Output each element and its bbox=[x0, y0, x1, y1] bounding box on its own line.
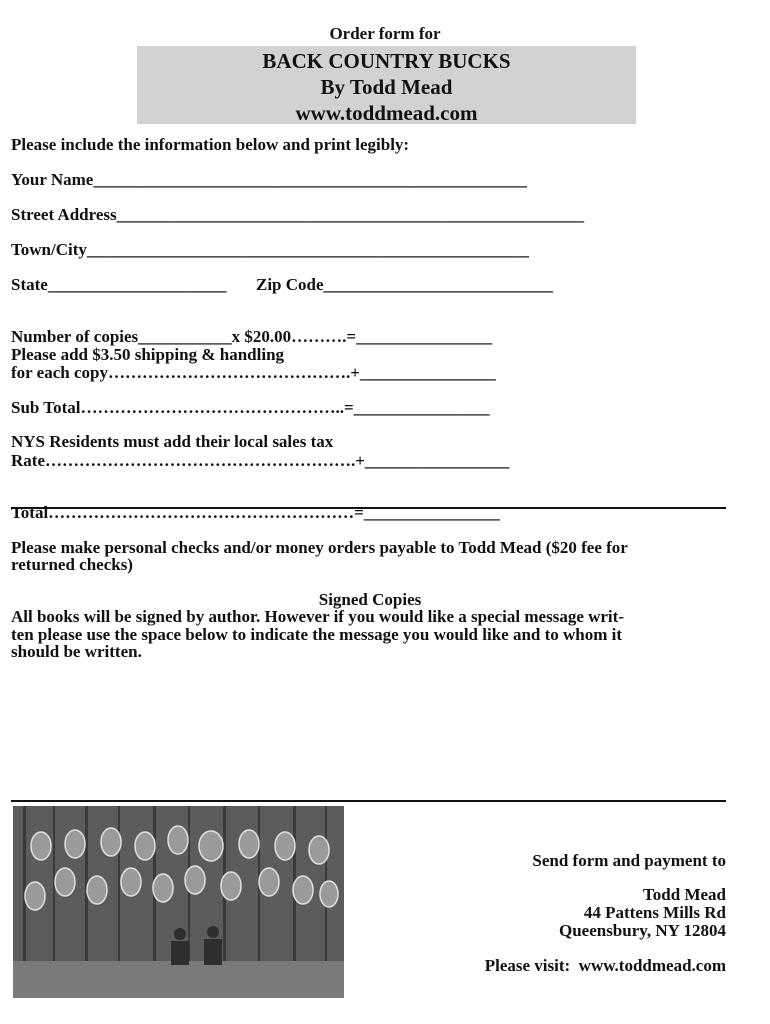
payment-note-1: Please make personal checks and/or money orders payable to Todd Mead ($20 fee for bbox=[11, 538, 628, 557]
photo-illustration bbox=[13, 806, 344, 998]
copies-line[interactable]: Number of copies___________x $20.00……….=________________ bbox=[11, 327, 493, 346]
tax-line-1: NYS Residents must add their local sales tax bbox=[11, 432, 334, 451]
mail-name: Todd Mead bbox=[643, 885, 726, 904]
website-header: www.toddmead.com bbox=[295, 101, 478, 125]
signed-line-1: All books will be signed by author. However if you would like a special message writ- bbox=[11, 607, 624, 626]
name-field[interactable]: Your Name___________________________________________________ bbox=[11, 170, 527, 189]
signed-heading: Signed Copies bbox=[318, 590, 422, 609]
mail-city: Queensbury, NY 12804 bbox=[558, 921, 726, 940]
send-to: Send form and payment to bbox=[532, 851, 726, 870]
subtotal-line[interactable]: Sub Total………………………………………..=________________ bbox=[11, 398, 490, 417]
order-form-for: Order form for bbox=[329, 24, 441, 43]
payment-note-2: returned checks) bbox=[11, 555, 133, 574]
town-field[interactable]: Town/City____________________________________________________ bbox=[11, 240, 529, 259]
zip-field[interactable]: Zip Code___________________________ bbox=[256, 275, 554, 294]
author-line: By Todd Mead bbox=[320, 75, 453, 99]
mail-street: 44 Pattens Mills Rd bbox=[583, 903, 726, 922]
deer-mounts-photo bbox=[13, 806, 344, 998]
title-box bbox=[137, 46, 636, 124]
street-field[interactable]: Street Address_______________________________________________________ bbox=[11, 205, 585, 224]
signed-line-3: should be written. bbox=[11, 642, 142, 661]
instructions: Please include the information below and print legibly: bbox=[11, 135, 410, 154]
message-rule bbox=[11, 800, 726, 802]
shipping-line-2[interactable]: for each copy…………………………………….+________________ bbox=[11, 363, 496, 382]
book-title: BACK COUNTRY BUCKS bbox=[262, 49, 511, 73]
tax-line-2[interactable]: Rate……………………………………………….+_________________ bbox=[11, 451, 510, 470]
shipping-line-1: Please add $3.50 shipping & handling bbox=[11, 345, 285, 364]
state-field[interactable]: State_____________________ bbox=[11, 275, 227, 294]
signed-line-2: ten please use the space below to indicate the message you would like and to whom it bbox=[11, 625, 623, 644]
visit-website: Please visit: www.toddmead.com bbox=[484, 956, 726, 975]
total-line[interactable]: Total………………………………………………=________________ bbox=[11, 503, 500, 522]
